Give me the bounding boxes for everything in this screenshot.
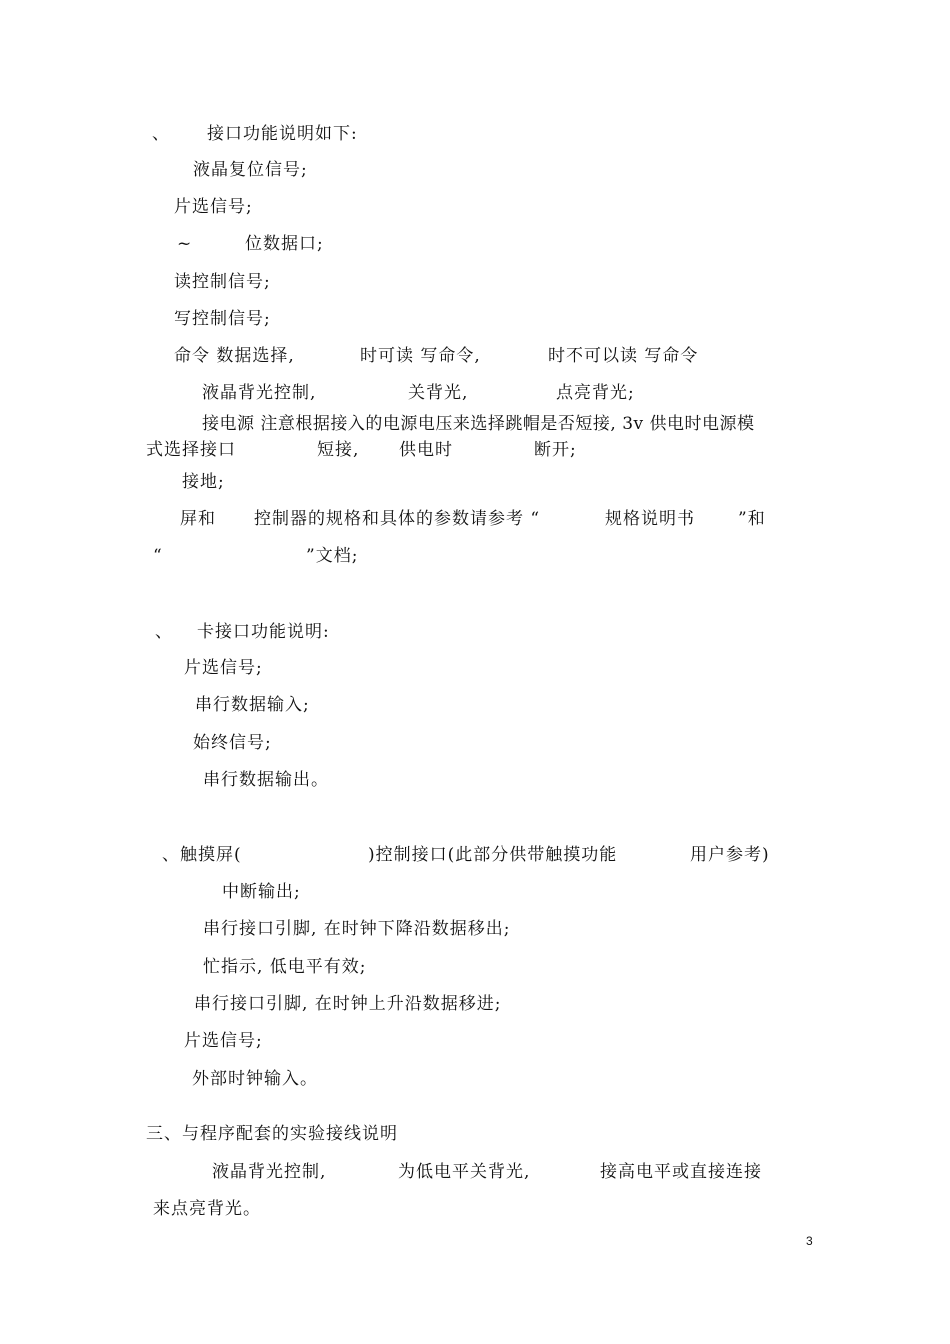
- text-fragment: 命令 数据选择,: [174, 346, 295, 366]
- text-line: 始终信号;: [193, 733, 272, 753]
- text-line: 读控制信号;: [174, 272, 271, 292]
- text-fragment: 屏和: [180, 509, 216, 529]
- text-fragment: 控制器的规格和具体的参数请参考 “: [254, 509, 541, 529]
- section-heading-mark: 、: [155, 622, 173, 642]
- text-line: 中断输出;: [222, 882, 301, 902]
- text-fragment: “: [153, 546, 163, 566]
- text-line: 位数据口;: [245, 234, 324, 254]
- section-heading: 用户参考): [690, 845, 770, 865]
- text-fragment: 关背光,: [408, 383, 469, 403]
- text-fragment: 为低电平关背光,: [398, 1162, 531, 1182]
- text-line: 串行接口引脚, 在时钟下降沿数据移出;: [203, 919, 511, 939]
- text-line: 外部时钟输入。: [192, 1069, 318, 1089]
- text-fragment: 式选择接口: [146, 440, 236, 460]
- text-line: 写控制信号;: [174, 309, 271, 329]
- text-line: 接地;: [182, 472, 225, 492]
- text-fragment: 短接,: [317, 440, 360, 460]
- text-line: 液晶复位信号;: [193, 160, 308, 180]
- text-fragment: 液晶背光控制,: [212, 1162, 327, 1182]
- section-heading: 、触摸屏(: [162, 845, 242, 865]
- text-fragment: 时不可以读 写命令: [548, 346, 699, 366]
- text-line: 串行数据输入;: [195, 695, 310, 715]
- text-line: 忙指示, 低电平有效;: [203, 957, 367, 977]
- text-line: 串行数据输出。: [203, 770, 329, 790]
- section-heading: 接口功能说明如下:: [207, 124, 358, 144]
- text-fragment: ”和: [738, 509, 766, 529]
- page-number: 3: [806, 1234, 813, 1248]
- text-fragment: 供电时: [399, 440, 453, 460]
- text-fragment: 点亮背光;: [556, 383, 635, 403]
- section-heading-mark: 、: [152, 124, 170, 144]
- section-heading: )控制接口(此部分供带触摸功能: [368, 845, 618, 865]
- text-line: 串行接口引脚, 在时钟上升沿数据移进;: [194, 994, 502, 1014]
- text-fragment: 液晶背光控制,: [202, 383, 317, 403]
- text-line: 片选信号;: [184, 658, 263, 678]
- text-line: 接电源 注意根据接入的电源电压来选择跳帽是否短接, 3v 供电时电源模: [202, 414, 755, 434]
- text-fragment: ”文档;: [306, 546, 359, 566]
- text-fragment: 规格说明书: [605, 509, 695, 529]
- text-line: 来点亮背光。: [153, 1199, 261, 1219]
- text-fragment: 断开;: [534, 440, 577, 460]
- text-fragment: ~: [177, 234, 193, 254]
- section-heading: 卡接口功能说明:: [197, 622, 330, 642]
- text-fragment: 接高电平或直接连接: [600, 1162, 762, 1182]
- text-line: 片选信号;: [174, 197, 253, 217]
- text-line: 片选信号;: [184, 1031, 263, 1051]
- text-fragment: 时可读 写命令,: [360, 346, 481, 366]
- section-heading: 三、与程序配套的实验接线说明: [146, 1124, 398, 1144]
